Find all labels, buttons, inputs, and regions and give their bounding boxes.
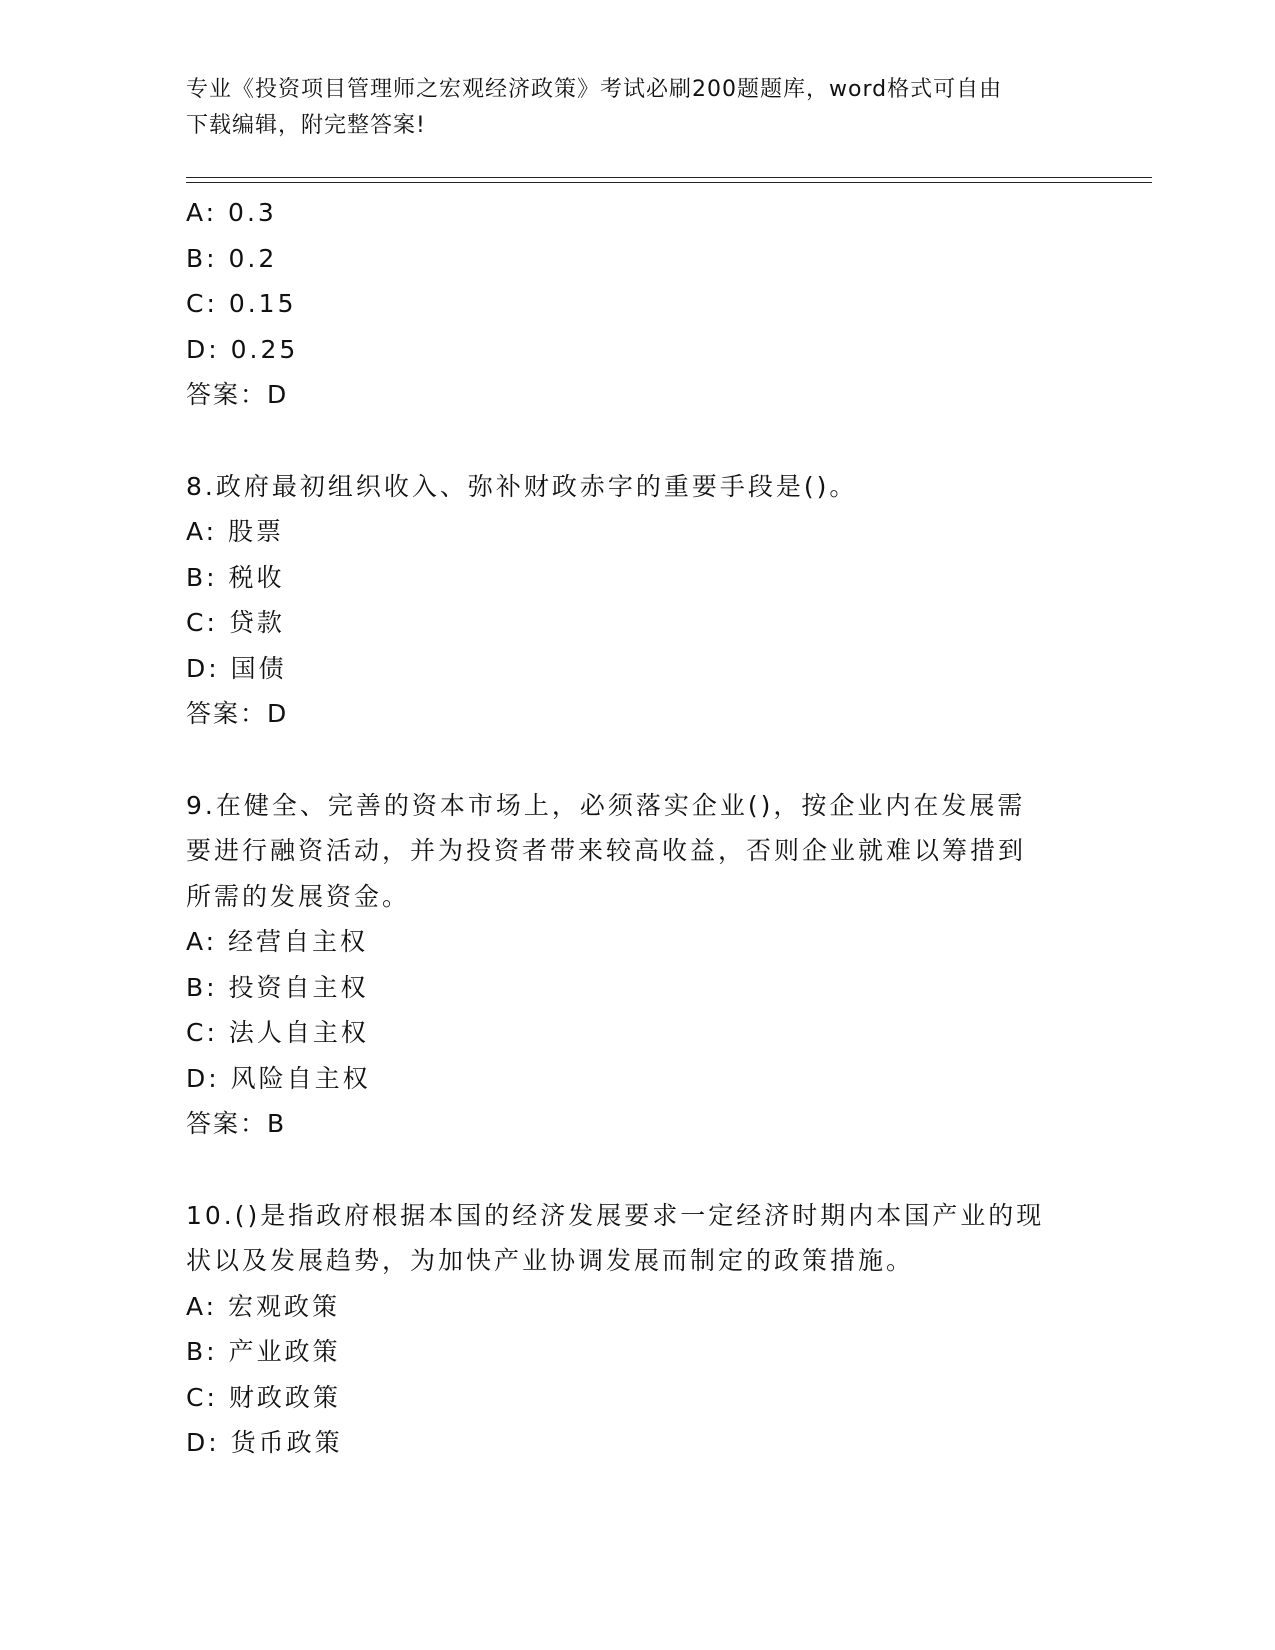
question-text-line: 10.()是指政府根据本国的经济发展要求一定经济时期内本国产业的现 bbox=[186, 1200, 1045, 1230]
option-b: B: 投资自主权 bbox=[186, 972, 369, 1002]
question-7 bbox=[186, 190, 1086, 418]
option-c: C: 贷款 bbox=[186, 608, 285, 637]
question-text-line: 9.在健全、完善的资本市场上，必须落实企业()，按企业内在发展需 bbox=[186, 790, 1026, 820]
question-text-line: 状以及发展趋势，为加快产业协调发展而制定的政策措施。 bbox=[186, 1246, 915, 1275]
option-c: C: 0.15 bbox=[186, 289, 297, 318]
option-a: A: 宏观政策 bbox=[186, 1291, 341, 1321]
answer: 答案：B bbox=[186, 1109, 287, 1138]
option-d: D: 0.25 bbox=[186, 334, 299, 364]
question-text: 8.政府最初组织收入、弥补财政赤字的重要手段是()。 bbox=[186, 471, 858, 501]
answer: 答案：D bbox=[186, 380, 289, 409]
option-a: A: 0.3 bbox=[186, 198, 277, 227]
option-b: B: 0.2 bbox=[186, 243, 278, 273]
header-divider-bottom bbox=[186, 182, 1152, 183]
question-content bbox=[186, 190, 1086, 1466]
question-8 bbox=[186, 464, 1086, 737]
option-c: C: 财政政策 bbox=[186, 1382, 341, 1412]
option-d: D: 国债 bbox=[186, 653, 287, 683]
question-9 bbox=[186, 783, 1086, 1147]
document-header: 专业《投资项目管理师之宏观经济政策》考试必刷200题题库，word格式可自由 下载编辑，附完整答案! bbox=[186, 77, 1003, 138]
option-d: D: 货币政策 bbox=[186, 1428, 343, 1457]
option-b: B: 产业政策 bbox=[186, 1337, 341, 1366]
option-a: A: 股票 bbox=[186, 517, 285, 546]
option-d: D: 风险自主权 bbox=[186, 1063, 371, 1093]
question-text-line: 要进行融资活动，并为投资者带来较高收益，否则企业就难以筹措到 bbox=[186, 836, 1027, 865]
answer: 答案：D bbox=[186, 699, 289, 728]
question-10 bbox=[186, 1193, 1086, 1466]
question-text-line: 所需的发展资金。 bbox=[186, 881, 411, 911]
option-b: B: 税收 bbox=[186, 562, 285, 592]
header-divider-top bbox=[186, 177, 1152, 178]
option-a: A: 经营自主权 bbox=[186, 927, 369, 956]
option-c: C: 法人自主权 bbox=[186, 1018, 369, 1047]
